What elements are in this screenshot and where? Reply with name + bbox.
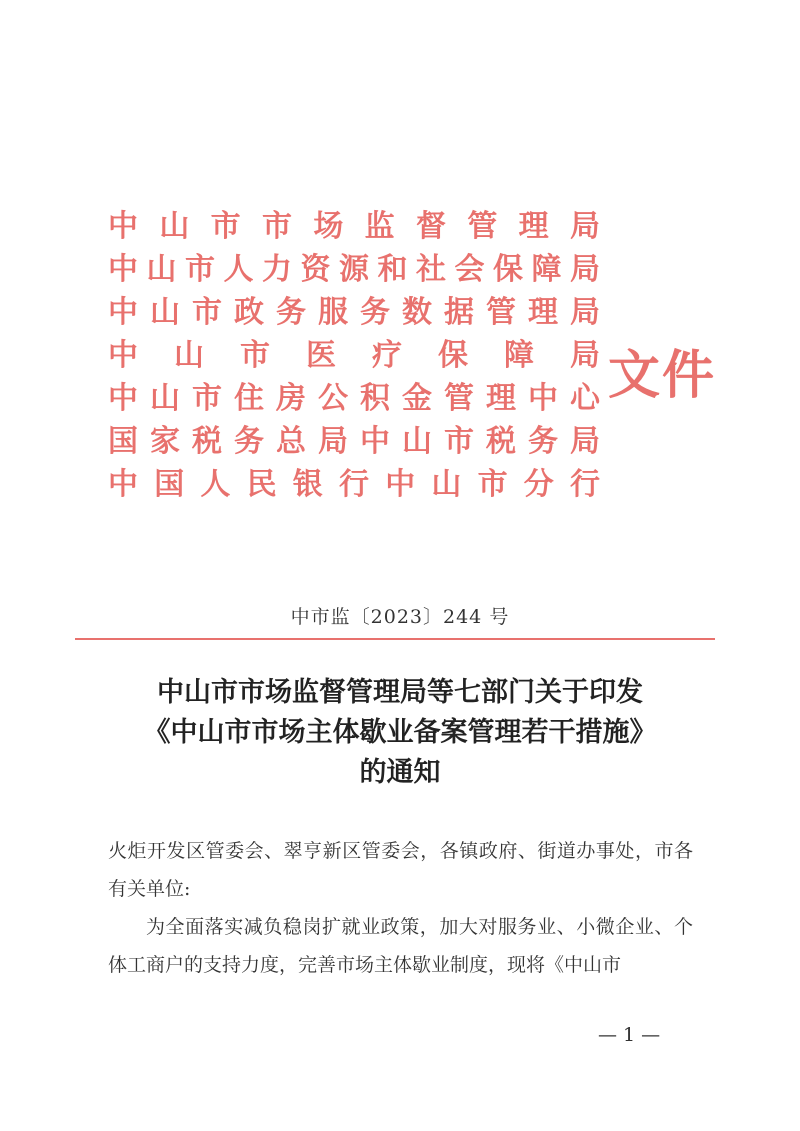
salutation: 火炬开发区管委会、翠亨新区管委会，各镇政府、街道办事处，市各有关单位: (108, 840, 693, 900)
issuer-name: 中山市人力资源和社会保障局 (108, 252, 600, 287)
issuer-name: 中山市医疗保障局 (108, 338, 600, 373)
red-divider (75, 638, 715, 640)
page-number: — 1 — (598, 1024, 661, 1046)
issuer-name: 国家税务总局中山市税务局 (108, 424, 600, 459)
document-body (108, 832, 693, 984)
document-suffix: 文件 (608, 345, 717, 406)
title-line: 中山市市场监督管理局等七部门关于印发 (157, 677, 643, 708)
title-line: 的通知 (359, 757, 441, 788)
body-paragraph: 为全面落实减负稳岗扩就业政策，加大对服务业、小微企业、个体工商户的支持力度，完善市场主体歇业制度，现将《中山市 (108, 916, 693, 976)
title-line: 《中山市市场主体歇业备案管理若干措施》 (143, 717, 657, 748)
issuer-list (108, 205, 600, 506)
issuer-name: 中山市政务服务数据管理局 (108, 295, 600, 330)
issuer-name: 中国人民银行中山市分行 (108, 467, 600, 502)
issuer-name: 中山市市场监督管理局 (108, 209, 600, 244)
document-title (60, 673, 740, 793)
document-number: 中市监〔2023〕244 号 (290, 606, 510, 628)
issuer-name: 中山市住房公积金管理中心 (108, 381, 600, 416)
issuer-header (108, 205, 717, 502)
